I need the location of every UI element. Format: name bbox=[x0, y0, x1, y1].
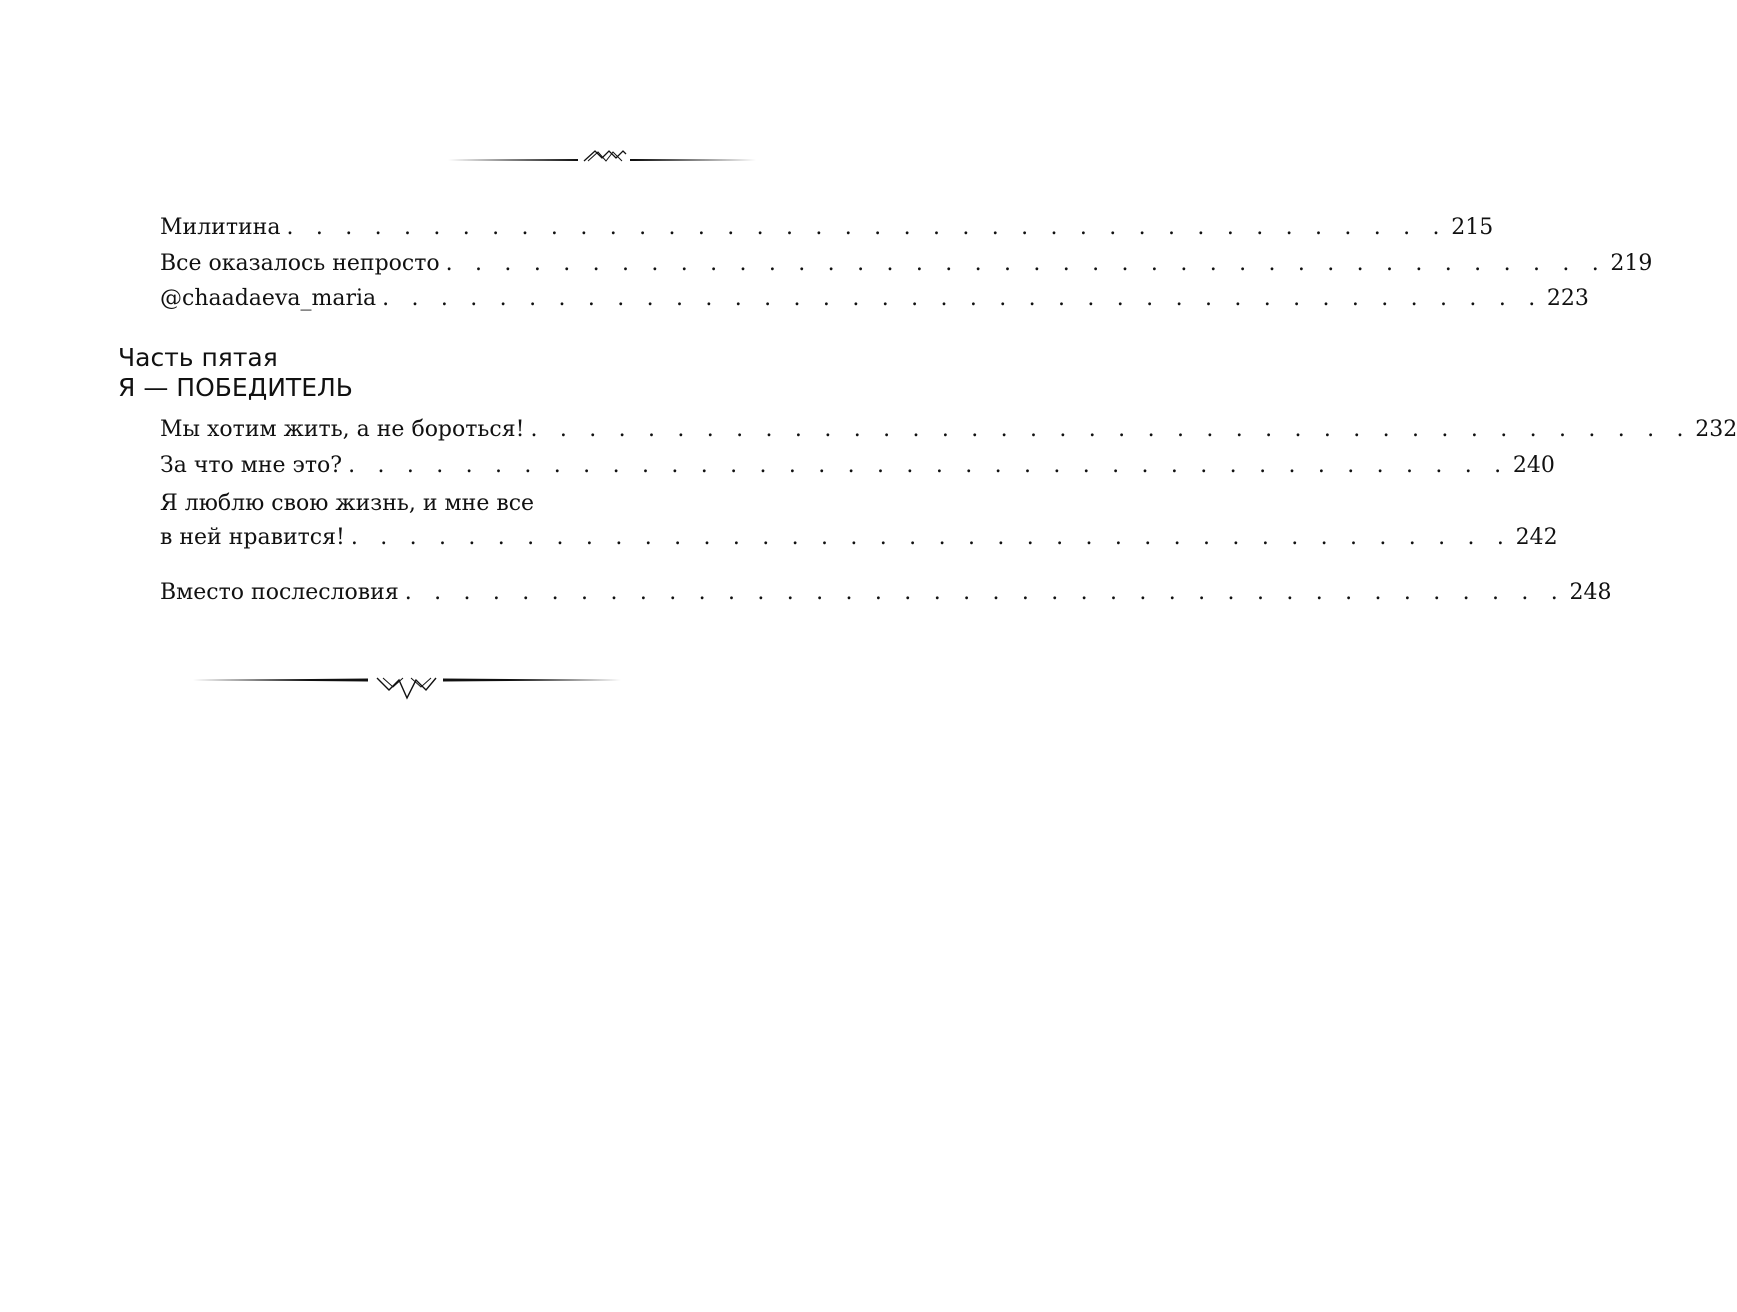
toc-entry-page: 223 bbox=[1546, 286, 1589, 311]
toc-entry[interactable] bbox=[160, 451, 1555, 481]
toc-entry-title: Милитина bbox=[160, 215, 281, 240]
dot-leader: . . . . . . . . . . . . . . . . . . . . . . . . . . . . . . . . . . . . . . . . bbox=[530, 417, 1692, 442]
toc-entry-title-line1: Я люблю свою жизнь, и мне все bbox=[160, 491, 535, 516]
dot-leader: . . . . . . . . . . . . . . . . . . . . . . . . . . . . . . . . . . . . . . . . bbox=[348, 453, 1509, 478]
toc-entry-page: 215 bbox=[1451, 215, 1494, 240]
dot-leader: . . . . . . . . . . . . . . . . . . . . . . . . . . . . . . . . . . . . . . . . bbox=[350, 525, 1512, 550]
toc-entry-page: 240 bbox=[1512, 453, 1555, 478]
toc-entry-title-line2: в ней нравится! bbox=[160, 525, 345, 550]
dot-leader: . . . . . . . . . . . . . . . . . . . . . . . . . . . . . . . . . . . . . . . . bbox=[445, 251, 1607, 276]
toc-entry-page: 242 bbox=[1515, 525, 1558, 550]
toc-entry-title: За что мне это? bbox=[160, 453, 343, 478]
toc-entry[interactable] bbox=[160, 415, 1737, 445]
toc-entry[interactable] bbox=[160, 578, 1612, 608]
toc-entry[interactable] bbox=[160, 489, 1558, 553]
toc-entry[interactable] bbox=[160, 213, 1494, 243]
part-label: Часть пятая bbox=[118, 343, 278, 372]
part-title: Я — ПОБЕДИТЕЛЬ bbox=[118, 373, 353, 402]
dot-leader: . . . . . . . . . . . . . . . . . . . . . . . . . . . . . . . . . . . . . . . . bbox=[382, 286, 1543, 311]
toc-entry[interactable] bbox=[160, 284, 1589, 314]
toc-entry-title: Вместо послесловия bbox=[160, 580, 399, 605]
toc-entry-title: Мы хотим жить, а не бороться! bbox=[160, 417, 525, 442]
toc-entry-page: 248 bbox=[1569, 580, 1612, 605]
toc-entry-page: 219 bbox=[1610, 251, 1653, 276]
toc-entry[interactable] bbox=[160, 249, 1653, 279]
dot-leader: . . . . . . . . . . . . . . . . . . . . . . . . . . . . . . . . . . . . . . . . bbox=[404, 580, 1566, 605]
toc-entry-page: 232 bbox=[1695, 417, 1737, 442]
dot-leader: . . . . . . . . . . . . . . . . . . . . . . . . . . . . . . . . . . . . . . . . bbox=[286, 215, 1448, 240]
toc-entry-title: Все оказалось непросто bbox=[160, 251, 440, 276]
top-divider-ornament bbox=[448, 140, 756, 170]
toc-entry-title: @chaadaeva_maria bbox=[160, 286, 377, 311]
bottom-divider-ornament bbox=[193, 665, 621, 705]
